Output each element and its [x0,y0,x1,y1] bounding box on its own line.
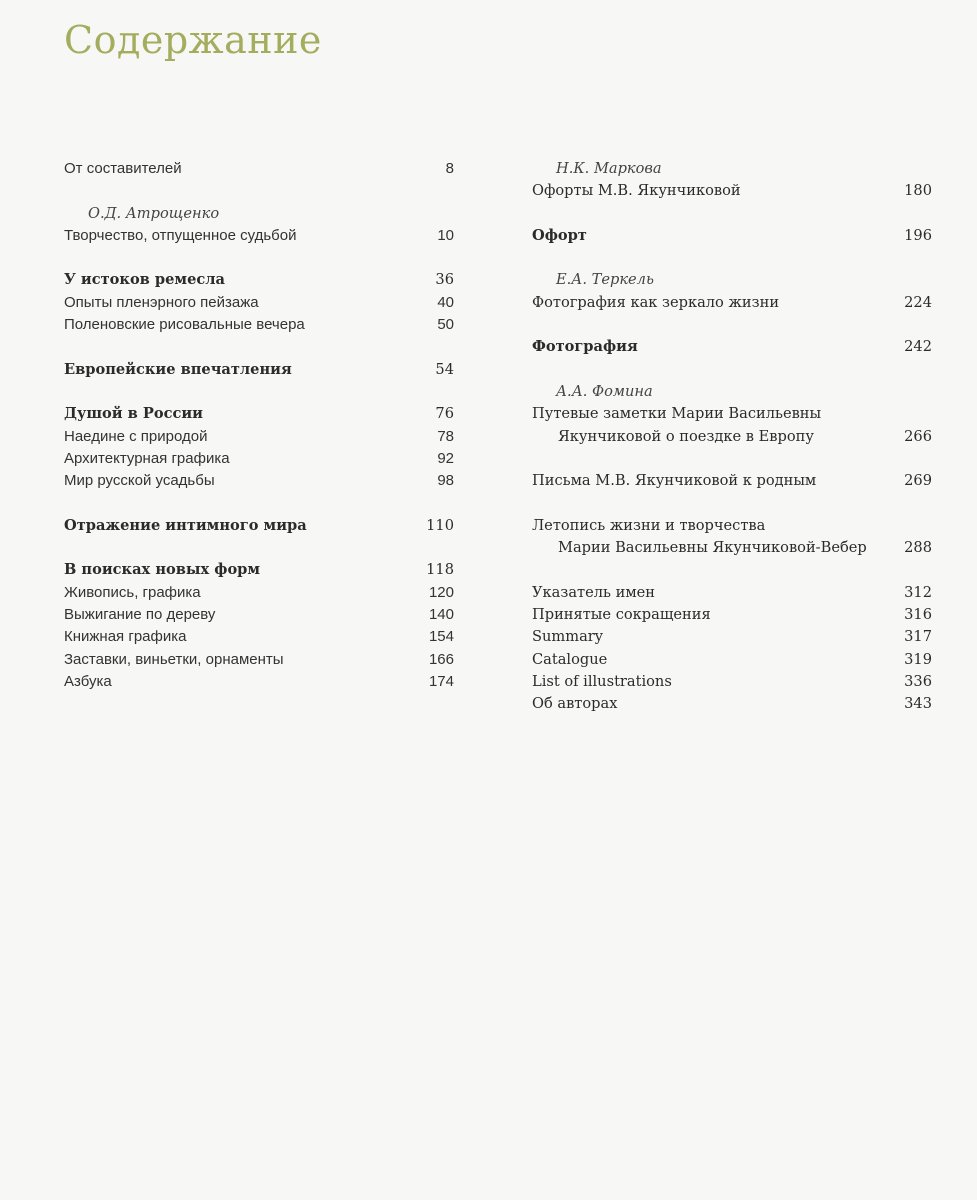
toc-entry[interactable] [64,604,454,626]
entry-title: Фотография [532,338,638,356]
entry-title: Catalogue [532,650,608,668]
toc-entry[interactable] [64,582,454,604]
toc-entry[interactable] [64,225,454,247]
toc-entry[interactable] [532,292,932,314]
toc-spacer [532,203,932,225]
toc-entry [532,515,932,537]
toc-column-left [64,158,454,693]
toc-section[interactable] [64,269,454,291]
toc-column-right [532,158,932,715]
entry-title: Путевые заметки Марии Васильевны [532,405,822,423]
entry-title: Архитектурная графика [64,449,230,467]
page-number: 269 [904,472,932,490]
toc-section[interactable] [532,225,932,247]
page-number: 98 [437,472,454,490]
entry-title: Душой в России [64,405,203,423]
entry-title: Якунчиковой о поездке в Европу [558,427,814,445]
entry-title: Летопись жизни и творчества [532,516,766,534]
toc-author [64,203,454,225]
page-number: 166 [428,650,454,668]
toc-entry[interactable] [64,649,454,671]
page-number: 266 [904,427,932,445]
page-number: 180 [904,182,932,200]
author-name: О.Д. Атрощенко [88,204,220,222]
page-number: 10 [437,226,454,244]
page-number: 76 [435,405,454,423]
entry-title: Европейские впечатления [64,360,292,378]
entry-title: Поленовские рисовальные вечера [64,316,305,334]
entry-title: Письма М.В. Якунчиковой к родным [532,472,817,490]
page-number: 140 [428,605,454,623]
toc-spacer [532,247,932,269]
entry-title: Живопись, графика [64,583,201,601]
entry-title: Выжигание по дереву [64,605,216,623]
toc-entry[interactable] [532,537,932,559]
toc-spacer [64,247,454,269]
page-number: 50 [437,316,454,334]
author-name: Е.А. Теркель [556,271,654,289]
toc-spacer [64,180,454,202]
entry-title: Опыты пленэрного пейзажа [64,293,259,311]
entry-title: Офорт [532,226,587,244]
entry-title: В поисках новых форм [64,561,261,579]
toc-section[interactable] [64,515,454,537]
toc-author [532,269,932,291]
page-number: 317 [904,628,932,646]
toc-entry[interactable] [64,314,454,336]
page-number: 343 [904,695,932,713]
toc-spacer [532,359,932,381]
entry-title: Отражение интимного мира [64,516,307,534]
toc-spacer [532,559,932,581]
entry-title: Творчество, отпущенное судьбой [64,226,297,244]
entry-title: Офорты М.В. Якунчиковой [532,182,741,200]
entry-title: От составителей [64,160,182,177]
author-name: Н.К. Маркова [556,160,662,177]
toc-section[interactable] [64,559,454,581]
toc-entry[interactable] [532,671,932,693]
page-number: 110 [426,516,454,534]
toc-entry[interactable] [532,582,932,604]
toc-entry[interactable] [532,604,932,626]
toc-entry[interactable] [64,470,454,492]
toc-entry[interactable] [64,626,454,648]
toc-spacer [64,381,454,403]
entry-title: Марии Васильевны Якунчиковой-Вебер [558,539,867,557]
entry-title: Фотография как зеркало жизни [532,293,780,311]
page-number: 288 [904,539,932,557]
entry-title: Summary [532,628,603,646]
toc-spacer [64,492,454,514]
toc-entry[interactable] [64,671,454,693]
toc-section[interactable] [64,403,454,425]
page-number: 242 [904,338,932,356]
page-number: 312 [904,583,932,601]
toc-spacer [64,537,454,559]
page-number: 316 [904,605,932,623]
entry-title: Книжная графика [64,628,187,646]
toc-section[interactable] [532,336,932,358]
page-number: 154 [428,628,454,646]
toc-entry[interactable] [532,626,932,648]
entry-title: Наедине с природой [64,427,208,445]
toc-entry[interactable] [64,158,454,180]
toc-spacer [532,492,932,514]
page-number: 118 [426,561,454,579]
toc-entry[interactable] [64,448,454,470]
author-name: А.А. Фомина [556,382,653,400]
page-number: 319 [904,650,932,668]
page-number: 78 [437,427,454,445]
page-number: 36 [435,271,454,289]
toc-entry [532,403,932,425]
entry-title: List of illustrations [532,672,672,690]
page-number: 196 [904,226,932,244]
entry-title: Принятые сокращения [532,605,711,623]
page-number: 120 [428,583,454,601]
entry-title: У истоков ремесла [64,271,225,289]
page-number: 8 [445,160,454,177]
toc-entry[interactable] [532,180,932,202]
toc-entry[interactable] [64,426,454,448]
page-number: 54 [435,360,454,378]
toc-entry[interactable] [532,426,932,448]
toc-spacer [64,336,454,358]
entry-title: Заставки, виньетки, орнаменты [64,650,284,668]
page-title: Содержание [64,18,322,62]
toc-spacer [532,314,932,336]
toc-author [532,158,932,180]
page-number: 224 [904,293,932,311]
page-number: 336 [904,672,932,690]
toc-entry[interactable] [532,693,932,715]
entry-title: Указатель имен [532,583,656,601]
toc-section[interactable] [64,359,454,381]
toc-entry[interactable] [64,292,454,314]
entry-title: Мир русской усадьбы [64,472,215,490]
page-number: 92 [437,449,454,467]
entry-title: Об авторах [532,695,618,713]
page-number: 174 [428,672,454,690]
toc-entry[interactable] [532,470,932,492]
toc-spacer [532,448,932,470]
toc-author [532,381,932,403]
page-number: 40 [437,293,454,311]
entry-title: Азбука [64,672,112,690]
toc-entry[interactable] [532,649,932,671]
